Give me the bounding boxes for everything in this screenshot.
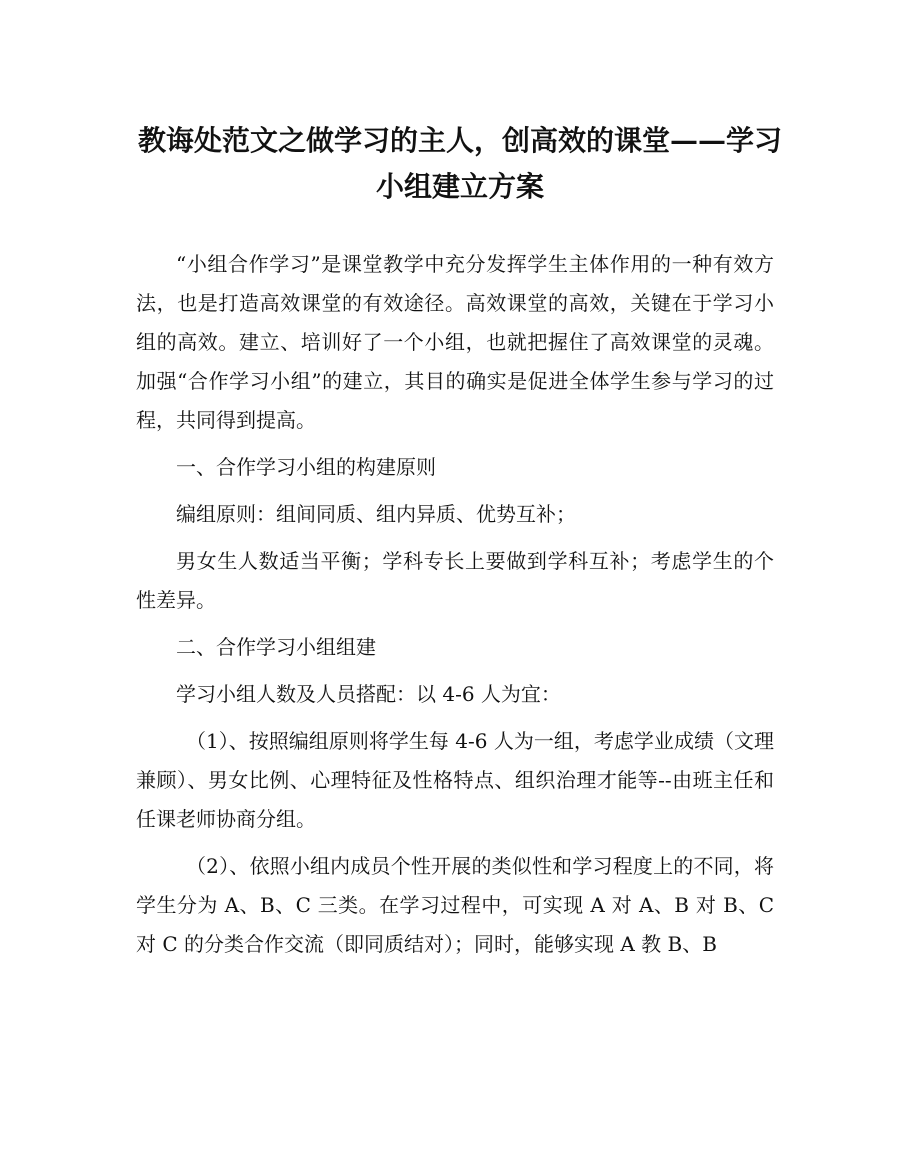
paragraph-item-2: （2）、依照小组内成员个性开展的类似性和学习程度上的不同，将学生分为 A、B、C 三类。在学习过程中，可实现 A 对 A、B 对 B、C 对 C 的分类合作交流（即同质结对）；同时，能够实现 A 教 B、B	[136, 854, 774, 956]
paragraph-balance: 男女生人数适当平衡；学科专长上要做到学科互补；考虑学生的个性差异。	[136, 549, 774, 612]
paragraph-item-1: （1）、按照编组原则将学生每 4-6 人为一组，考虑学业成绩（文理兼顾）、男女比例、心理特征及性格特点、组织治理才能等--由班主任和任课老师协商分组。	[136, 729, 774, 831]
paragraph-grouping-principle: 编组原则：组间同质、组内异质、优势互补；	[176, 502, 576, 526]
paragraph-intro: “小组合作学习”是课堂教学中充分发挥学生主体作用的一种有效方法，也是打造高效课堂的有效途径。高效课堂的高效，关键在于学习小组的高效。建立、培训好了一个小组，也就把握住了高效课堂的灵魂。加强“合作学习小组”的建立，其目的确实是促进全体学生参与学习的过程，共同得到提高。	[136, 252, 774, 432]
document-title: 教诲处范文之做学习的主人，创高效的课堂——学习小组建立方案	[137, 124, 782, 203]
document-body	[136, 245, 774, 972]
heading-section-1: 一、合作学习小组的构建原则	[176, 455, 436, 479]
paragraph-group-size: 学习小组人数及人员搭配：以 4-6 人为宜：	[176, 682, 561, 706]
heading-section-2: 二、合作学习小组组建	[176, 635, 376, 659]
